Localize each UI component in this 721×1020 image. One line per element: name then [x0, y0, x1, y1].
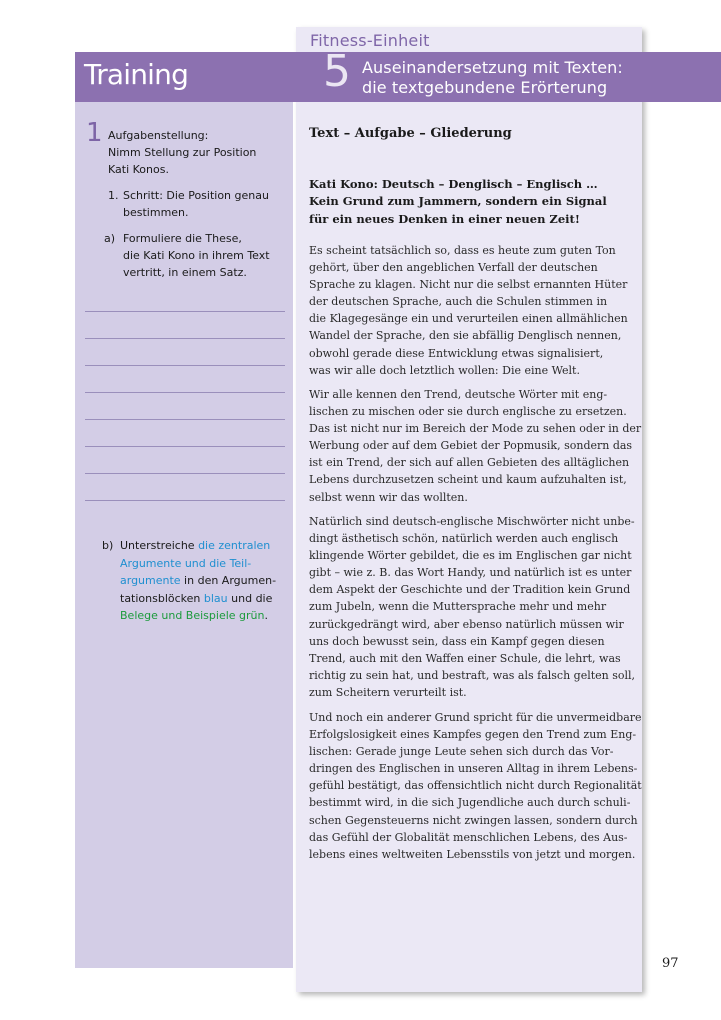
text-line: zurückgedrängt wird, aber ebenso natürlich müssen wir: [309, 617, 624, 631]
text-line: dringen des Englischen in unseren Alltag in ihrem Lebens-: [309, 762, 638, 776]
answer-line[interactable]: [85, 338, 285, 339]
text-line: gibt – wie z. B. das Wort Handy, und natürlich ist es unter: [309, 566, 632, 580]
unit-subtitle: [362, 58, 623, 98]
text-line: Trend, auch mit den Waffen einer Schule, die lehrt, was: [309, 651, 621, 665]
text-line: Wandel der Sprache, den sie abfällig Denglisch nennen,: [309, 329, 622, 343]
paragraph-4: [309, 709, 642, 863]
task-b: [102, 537, 290, 625]
paragraph-2: [309, 386, 641, 506]
text-line: Lebens durchzusetzen scheint und kaum aufzuhalten ist,: [309, 473, 627, 487]
task-instructions: [104, 127, 290, 281]
paragraph-1: [309, 242, 628, 379]
text-line: ist ein Trend, der sich auf allen Gebieten des alltäglichen: [309, 456, 630, 470]
text-line: Wir alle kennen den Trend, deutsche Wörter mit eng-: [309, 388, 608, 401]
task-a: [104, 230, 290, 281]
step-line: Schritt: Die Position genau: [123, 189, 269, 202]
answer-line[interactable]: [85, 392, 285, 393]
task-a-marker: a): [104, 232, 116, 245]
text-line: klingende Wörter gebildet, die es im Englischen gar nicht: [309, 549, 632, 563]
text-line: Sprache zu klagen. Nicht nur die selbst ernannten Hüter: [309, 278, 628, 292]
article-title-line: Kati Kono: Deutsch – Denglisch – Englisch …: [309, 177, 598, 191]
text-line: Werbung oder auf dem Gebiet der Popmusik, sondern das: [309, 439, 633, 453]
task-b-marker: b): [102, 539, 114, 552]
text-line: zum Jubeln, wenn die Muttersprache mehr und mehr: [309, 600, 607, 614]
text-line: das Gefühl der Globalität menschlichen Lebens, des Aus-: [309, 830, 628, 844]
step-marker: 1.: [108, 189, 119, 202]
task-number: 1: [86, 118, 103, 148]
text-line: selbst wenn wir das wollten.: [309, 490, 468, 504]
task-b-line: Argumente und die Teil-: [120, 556, 252, 570]
assignment-line: Nimm Stellung zur Position: [108, 146, 257, 159]
highlight-blue: blau: [203, 591, 228, 605]
unit-title: Fitness-Einheit: [310, 31, 430, 50]
text-run: in den Argumen-: [180, 574, 277, 587]
text-line: Natürlich sind deutsch-englische Mischwörter nicht unbe-: [309, 515, 635, 528]
answer-line[interactable]: [85, 311, 285, 312]
text-line: der deutschen Sprache, auch die Schulen stimmen in: [309, 295, 608, 309]
text-line: dem Aspekt der Geschichte und der Tradition kein Grund: [309, 583, 631, 597]
task-b-line: [120, 590, 290, 608]
subtitle-line: Auseinandersetzung mit Texten:: [362, 58, 623, 77]
article-title-line: für ein neues Denken in einer neuen Zeit!: [309, 211, 580, 226]
task-b-line: [120, 607, 290, 625]
text-heading: Text – Aufgabe – Gliederung: [309, 126, 512, 141]
text-line: gefühl bestätigt, das offensichtlich nicht durch Regionalität: [309, 779, 642, 793]
article-title-line: Kein Grund zum Jammern, sondern ein Signal: [309, 194, 607, 209]
text-line: was wir alle doch letztlich wollen: Die eine Welt.: [309, 363, 580, 377]
section-title: Training: [84, 58, 189, 91]
assignment-line: Kati Konos.: [108, 163, 169, 176]
assignment: [108, 127, 290, 178]
task-a-line: vertritt, in einem Satz.: [123, 266, 247, 279]
subtitle-line: die textgebundene Erörterung: [362, 78, 608, 97]
text-run: .: [264, 609, 268, 622]
step-line: bestimmen.: [123, 206, 189, 219]
answer-line[interactable]: [85, 365, 285, 366]
text-line: obwohl gerade diese Entwicklung etwas signalisiert,: [309, 346, 604, 360]
text-run: Unterstreiche: [120, 539, 199, 552]
text-line: dingt ästhetisch schön, natürlich werden auch englisch: [309, 532, 619, 546]
text-line: Und noch ein anderer Grund spricht für die unvermeidbare: [309, 711, 642, 724]
text-line: lischen zu mischen oder sie durch englische zu ersetzen.: [309, 405, 627, 419]
text-line: lebens eines weltweiten Lebensstils von jetzt und morgen.: [309, 847, 636, 861]
highlight-blue: die zentralen: [198, 539, 271, 552]
highlight-green: Belege und Beispiele grün: [120, 609, 265, 622]
text-line: bestimmt wird, in die sich Jugendliche auch durch schuli-: [309, 796, 631, 810]
task-b-line: [120, 537, 290, 555]
article-title: [309, 176, 607, 228]
highlight-blue: argumente: [120, 574, 181, 587]
task-a-line: Formuliere die These,: [123, 232, 242, 245]
paragraph-3: [309, 513, 635, 701]
unit-number: 5: [323, 46, 351, 97]
text-line: die Klagegesänge ein und verurteilen einen allmählichen: [309, 312, 628, 326]
text-line: richtig zu sein hat, und bestraft, was als falsch gelten soll,: [309, 668, 636, 682]
text-run: und die: [227, 591, 273, 605]
text-line: uns doch bewusst sein, dass ein Kampf gegen diesen: [309, 634, 605, 648]
text-line: lischen: Gerade junge Leute sehen sich durch das Vor-: [309, 745, 614, 759]
task-a-line: die Kati Kono in ihrem Text: [123, 249, 270, 262]
text-line: schen Gegensteuerns nicht zwingen lassen, sondern durch: [309, 813, 638, 827]
text-line: zum Scheitern verurteilt ist.: [309, 685, 467, 699]
text-line: Das ist nicht nur im Bereich der Mode zu sehen oder in der: [309, 422, 642, 436]
answer-line[interactable]: [85, 419, 285, 420]
step-1: [108, 187, 290, 221]
text-line: Erfolgslosigkeit eines Kampfes gegen den Trend zum Eng-: [309, 728, 637, 742]
page-number: 97: [662, 956, 679, 971]
answer-line[interactable]: [85, 473, 285, 474]
text-line: gehört, über den angeblichen Verfall der deutschen: [309, 261, 598, 275]
text-line: Es scheint tatsächlich so, dass es heute zum guten Ton: [309, 244, 616, 257]
text-run: tationsblöcken: [120, 591, 204, 605]
answer-line[interactable]: [85, 446, 285, 447]
answer-line[interactable]: [85, 500, 285, 501]
task-b-line: [120, 572, 290, 590]
assignment-line: Aufgabenstellung:: [108, 129, 209, 142]
